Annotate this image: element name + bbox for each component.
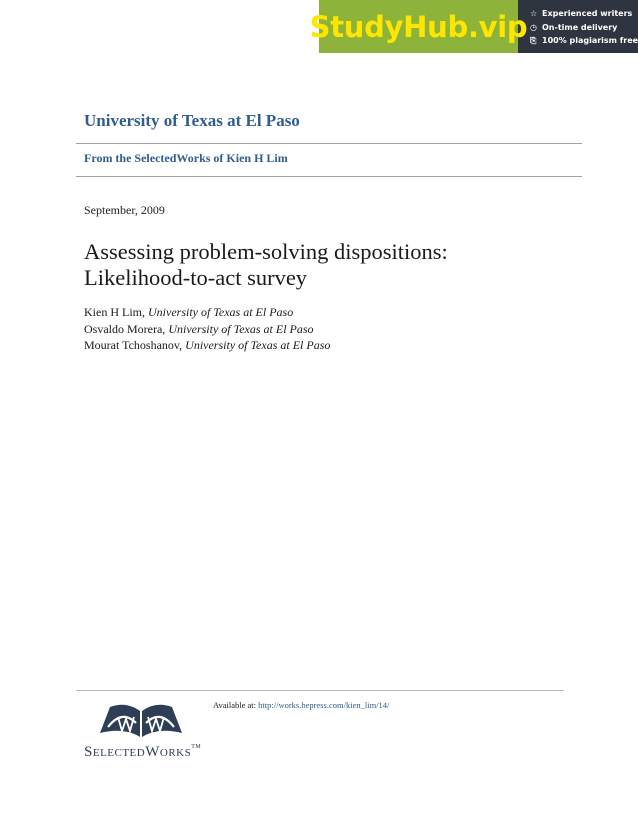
author-list [84,304,330,354]
paper-title [84,239,564,291]
author-affiliation: University of Texas at El Paso [148,305,294,319]
perk-item [530,21,638,34]
perk-label: Experienced writers [542,9,633,18]
selectedworks-wordmark: SELECTEDWORKS™ [84,744,202,760]
clock-icon: ◷ [530,22,537,32]
perk-label: On-time delivery [542,22,618,32]
publication-date: September, 2009 [84,203,165,217]
perk-label: 100% plagiarism free [542,36,638,45]
banner-brand[interactable] [309,0,528,53]
perk-item [530,7,638,20]
available-url-link[interactable]: http://works.bepress.com/kien_lim/14/ [258,700,390,710]
document-check-icon: ⎘ [530,35,537,45]
availability-note [213,700,389,710]
star-icon: ☆ [530,9,538,18]
ad-banner[interactable] [309,0,638,53]
author-entry [84,321,330,338]
selectedworks-logo-icon [96,697,186,743]
author-name: Kien H Lim, [84,305,145,319]
author-affiliation: University of Texas at El Paso [185,338,331,352]
divider [76,176,582,177]
banner-perks [518,0,638,53]
author-entry [84,304,330,321]
paper-title-line: Assessing problem-solving dispositions: [84,239,448,264]
author-entry [84,337,330,354]
paper-title-line: Likelihood-to-act survey [84,265,308,290]
banner-brand-text: StudyHub.vip [309,9,528,44]
footer-divider [76,690,564,691]
selectedworks-source-link[interactable]: From the SelectedWorks of Kien H Lim [84,151,288,165]
university-name[interactable]: University of Texas at El Paso [84,111,300,130]
perk-item [530,34,638,47]
author-name: Osvaldo Morera, [84,321,166,336]
available-label: Available at: [213,700,257,710]
divider [76,143,582,144]
author-name: Mourat Tchoshanov, [84,338,183,352]
author-affiliation: University of Texas at El Paso [168,321,314,336]
